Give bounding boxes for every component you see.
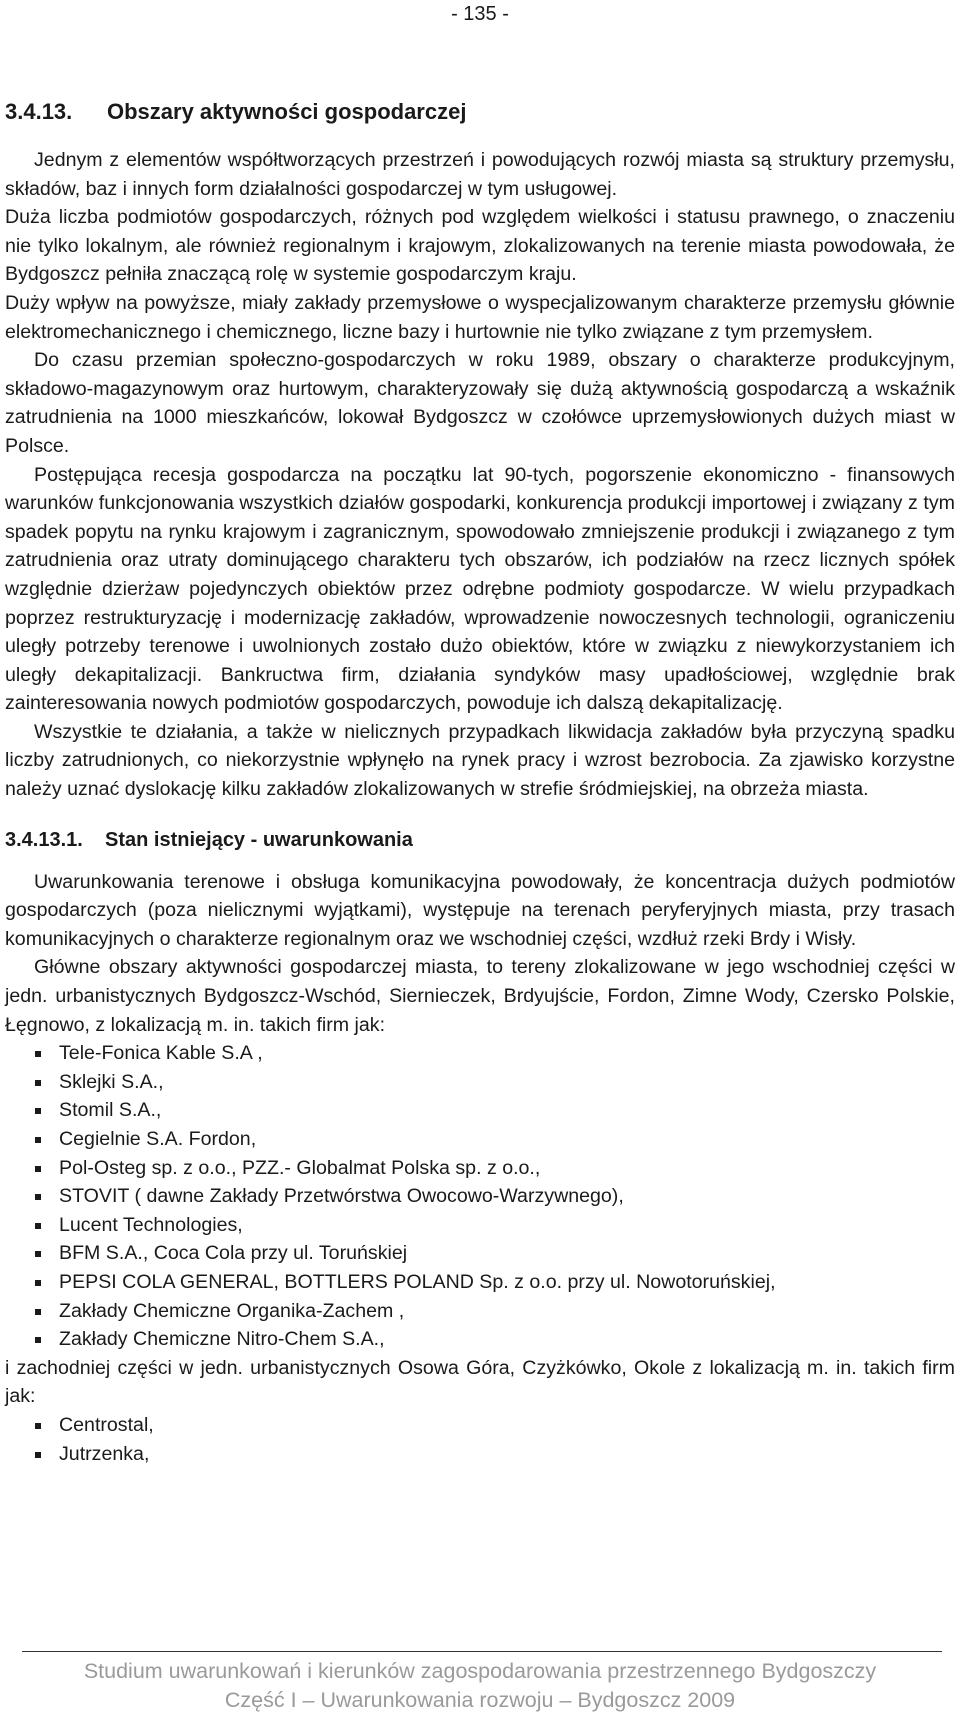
company-list-west [5, 1411, 955, 1468]
list-item: Lucent Technologies, [5, 1211, 955, 1240]
paragraph: Uwarunkowania terenowe i obsługa komunikacyjna powodowały, że koncentracja dużych podmiotów gospodarczych (poza nielicznymi wyjątkami), występuje na terenach peryferyjnych miasta, przy trasach komunikacyjnych o charakterze regionalnym oraz we wschodniej części, wzdłuż rzeki Brdy i Wisły. [5, 870, 955, 950]
bullet-icon [35, 1452, 41, 1458]
paragraph: Duża liczba podmiotów gospodarczych, różnych pod względem wielkości i statusu prawnego, o znaczeniu nie tylko lokalnym, ale również regionalnym i krajowym, zlokalizowanych na terenie miasta powodowała, że Bydgoszcz pełniła znaczącą rolę w systemie gospodarczym kraju. [5, 206, 955, 286]
list-item: Tele-Fonica Kable S.A , [5, 1039, 955, 1068]
section-heading [5, 98, 955, 126]
paragraph: Duży wpływ na powyższe, miały zakłady przemysłowe o wyspecjalizowanym charakterze przemysłu głównie elektromechanicznego i chemicznego, liczne bazy i hurtownie nie tylko związane z tym przemysłem. [5, 291, 955, 343]
subsection-title: Stan istniejący - uwarunkowania [105, 828, 413, 851]
section-number: 3.4.13. [5, 99, 73, 124]
bullet-icon [35, 1080, 41, 1086]
list-item: Stomil S.A., [5, 1096, 955, 1125]
list-item: Pol-Osteg sp. z o.o., PZZ.- Globalmat Polska sp. z o.o., [5, 1154, 955, 1183]
subsection-heading [5, 826, 955, 854]
bullet-icon [35, 1309, 41, 1315]
paragraph: Główne obszary aktywności gospodarczej miasta, to tereny zlokalizowane w jego wschodniej części w jedn. urbanistycznych Bydgoszcz-Wschód, Siernieczek, Brdyujście, Fordon, Zimne Wody, Czersko Polskie, Łęgnowo, z lokalizacją m. in. takich firm jak: [5, 956, 955, 1036]
paragraph: Postępująca recesja gospodarcza na początku lat 90-tych, pogorszenie ekonomiczno - finansowych warunków funkcjonowania wszystkich działów gospodarki, konkurencja produkcji importowej i związany z tym spadek popytu na rynku krajowym i zagranicznym, spowodowało zmniejszenie produkcji i związanego z tym zatrudnienia oraz utraty dominującego charakteru tych obszarów, ich podziałów na rzecz licznych spółek względnie dzierżaw pojedynczych obiektów przez odrębne podmioty gospodarcze. W wielu przypadkach poprzez restrukturyzację i modernizację zakładów, wprowadzenie nowoczesnych technologii, ograniczeniu uległy potrzeby terenowe i uwolnionych zostało dużo obiektów, które w związku z niewykorzystaniem ich uległy dekapitalizacji. Bankructwa firm, działania syndyków masy upadłościowej, względnie brak zainteresowania nowych podmiotów gospodarczych, powoduje ich dalszą dekapitalizację. [5, 463, 955, 715]
paragraph: Jednym z elementów współtworzących przestrzeń i powodujących rozwój miasta są struktury przemysłu, składów, baz i innych form działalności gospodarczej w tym usługowej. [5, 149, 955, 200]
list-item: BFM S.A., Coca Cola przy ul. Toruńskiej [5, 1239, 955, 1268]
bullet-icon [35, 1137, 41, 1143]
list-item: Centrostal, [5, 1411, 955, 1440]
section-title: Obszary aktywności gospodarczej [107, 99, 467, 124]
page-number: - 135 - [451, 3, 509, 25]
list-item: Cegielnie S.A. Fordon, [5, 1125, 955, 1154]
list-item: Zakłady Chemiczne Nitro-Chem S.A., [5, 1325, 955, 1354]
list-item: Jutrzenka, [5, 1440, 955, 1469]
company-list-east [5, 1039, 955, 1354]
footer-title: Studium uwarunkowań i kierunków zagospodarowania przestrzennego Bydgoszczy [83, 1659, 877, 1683]
list-item: PEPSI COLA GENERAL, BOTTLERS POLAND Sp. z o.o. przy ul. Nowotoruńskiej, [5, 1268, 955, 1297]
bullet-icon [35, 1337, 41, 1343]
bullet-icon [35, 1108, 41, 1114]
bullet-icon [35, 1194, 41, 1200]
bullet-icon [35, 1051, 41, 1057]
document-body [5, 98, 955, 1468]
footer-divider [22, 1651, 942, 1652]
list-item: STOVIT ( dawne Zakłady Przetwórstwa Owocowo-Warzywnego), [5, 1182, 955, 1211]
bullet-icon [35, 1166, 41, 1172]
list-item: Sklejki S.A., [5, 1068, 955, 1097]
subsection-number: 3.4.13.1. [5, 828, 83, 851]
list-item: Zakłady Chemiczne Organika-Zachem , [5, 1297, 955, 1326]
footer-subtitle: Część I – Uwarunkowania rozwoju – Bydgoszcz 2009 [224, 1688, 736, 1712]
bullet-icon [35, 1280, 41, 1286]
paragraph: Wszystkie te działania, a także w nielicznych przypadkach likwidacja zakładów była przyczyną spadku liczby zatrudnionych, co niekorzystnie wpłynęło na rynek pracy i wzrost bezrobocia. Za zjawisko korzystne należy uznać dyslokację kilku zakładów zlokalizowanych w strefie śródmiejskiej, na obrzeża miasta. [5, 720, 955, 801]
paragraph: i zachodniej części w jedn. urbanistycznych Osowa Góra, Czyżkówko, Okole z lokalizacją m. in. takich firm jak: [5, 1356, 955, 1408]
bullet-icon [35, 1423, 41, 1429]
paragraph: Do czasu przemian społeczno-gospodarczych w roku 1989, obszary o charakterze produkcyjnym, składowo-magazynowym oraz hurtowym, charakteryzowały się dużą aktywnością gospodarczą a wskaźnik zatrudnienia na 1000 mieszkańców, lokował Bydgoszcz w czołówce uprzemysłowionych dużych miast w Polsce. [5, 349, 955, 457]
bullet-icon [35, 1223, 41, 1229]
bullet-icon [35, 1251, 41, 1257]
